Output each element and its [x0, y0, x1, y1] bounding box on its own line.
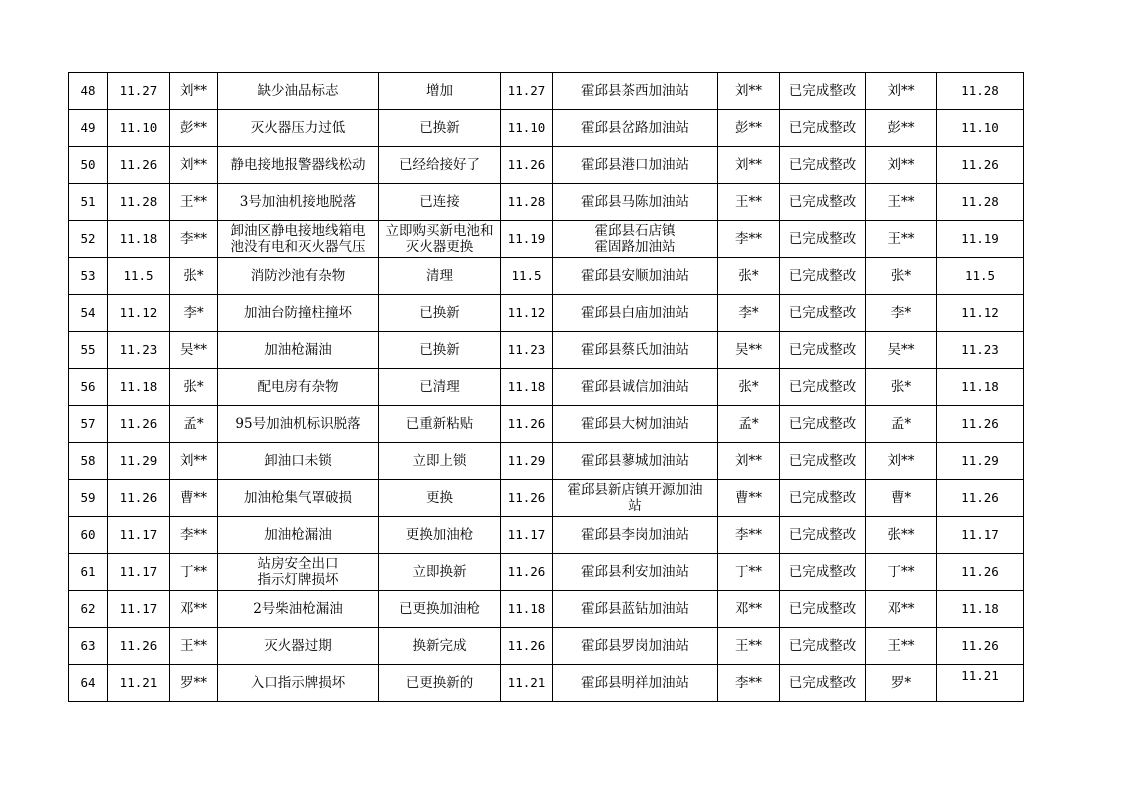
verified-date-cell: 11.28: [937, 73, 1024, 110]
verified-date-cell: 11.26: [937, 147, 1024, 184]
rectification-status-cell: 已完成整改: [780, 110, 866, 147]
corrective-action-cell: 立即购买新电池和 灭火器更换: [379, 221, 501, 258]
verifier-cell: 王**: [866, 221, 937, 258]
station-name-cell: 霍邱县大树加油站: [553, 406, 718, 443]
inspector-cell: 吴**: [170, 332, 218, 369]
verifier-cell: 曹*: [866, 480, 937, 517]
corrective-action-cell: 清理: [379, 258, 501, 295]
station-name-cell: 霍邱县白庙加油站: [553, 295, 718, 332]
verifier-cell: 邓**: [866, 591, 937, 628]
found-date-cell: 11.18: [108, 221, 170, 258]
station-name-cell: 霍邱县罗岗加油站: [553, 628, 718, 665]
action-date-cell: 11.26: [501, 147, 553, 184]
station-contact-cell: 彭**: [718, 110, 780, 147]
table-row: [69, 665, 1024, 702]
verified-date-cell: 11.5: [937, 258, 1024, 295]
action-date-cell: 11.18: [501, 369, 553, 406]
issue-description-cell: 加油枪漏油: [218, 332, 379, 369]
rectification-status-cell: 已完成整改: [780, 628, 866, 665]
verified-date-cell: 11.29: [937, 443, 1024, 480]
inspector-cell: 邓**: [170, 591, 218, 628]
rectification-status-cell: 已完成整改: [780, 665, 866, 702]
table-row: [69, 258, 1024, 295]
issue-description-cell: 3号加油机接地脱落: [218, 184, 379, 221]
inspector-cell: 孟*: [170, 406, 218, 443]
table-row: [69, 332, 1024, 369]
station-name-cell: 霍邱县李岗加油站: [553, 517, 718, 554]
corrective-action-cell: 更换加油枪: [379, 517, 501, 554]
rectification-status-cell: 已完成整改: [780, 406, 866, 443]
corrective-action-cell: 已换新: [379, 110, 501, 147]
found-date-cell: 11.21: [108, 665, 170, 702]
verifier-cell: 王**: [866, 184, 937, 221]
corrective-action-cell: 增加: [379, 73, 501, 110]
found-date-cell: 11.27: [108, 73, 170, 110]
rectification-status-cell: 已完成整改: [780, 517, 866, 554]
verified-date-cell: 11.26: [937, 554, 1024, 591]
station-contact-cell: 李*: [718, 295, 780, 332]
station-name-cell: 霍邱县马陈加油站: [553, 184, 718, 221]
station-contact-cell: 李**: [718, 221, 780, 258]
inspector-cell: 王**: [170, 184, 218, 221]
station-name-cell: 霍邱县安顺加油站: [553, 258, 718, 295]
found-date-cell: 11.18: [108, 369, 170, 406]
station-name-cell: 霍邱县利安加油站: [553, 554, 718, 591]
rectification-status-cell: 已完成整改: [780, 554, 866, 591]
station-contact-cell: 李**: [718, 665, 780, 702]
row-number-cell: 53: [69, 258, 108, 295]
verifier-cell: 丁**: [866, 554, 937, 591]
station-contact-cell: 孟*: [718, 406, 780, 443]
table-row: [69, 480, 1024, 517]
table-row: [69, 184, 1024, 221]
found-date-cell: 11.10: [108, 110, 170, 147]
rectification-status-cell: 已完成整改: [780, 184, 866, 221]
corrective-action-cell: 已更换新的: [379, 665, 501, 702]
rectification-status-cell: 已完成整改: [780, 480, 866, 517]
table-row: [69, 221, 1024, 258]
inspector-cell: 刘**: [170, 73, 218, 110]
table-row: [69, 147, 1024, 184]
table-row: [69, 628, 1024, 665]
verifier-cell: 刘**: [866, 73, 937, 110]
verifier-cell: 张*: [866, 369, 937, 406]
issue-description-cell: 站房安全出口 指示灯牌损坏: [218, 554, 379, 591]
inspector-cell: 李**: [170, 221, 218, 258]
table-row: [69, 554, 1024, 591]
station-contact-cell: 曹**: [718, 480, 780, 517]
station-contact-cell: 张*: [718, 258, 780, 295]
inspection-table: [68, 72, 1024, 702]
issue-description-cell: 95号加油机标识脱落: [218, 406, 379, 443]
rectification-status-cell: 已完成整改: [780, 147, 866, 184]
station-name-cell: 霍邱县茶西加油站: [553, 73, 718, 110]
row-number-cell: 57: [69, 406, 108, 443]
station-name-cell: 霍邱县港口加油站: [553, 147, 718, 184]
rectification-status-cell: 已完成整改: [780, 73, 866, 110]
issue-description-cell: 缺少油品标志: [218, 73, 379, 110]
action-date-cell: 11.21: [501, 665, 553, 702]
corrective-action-cell: 立即上锁: [379, 443, 501, 480]
issue-description-cell: 配电房有杂物: [218, 369, 379, 406]
action-date-cell: 11.5: [501, 258, 553, 295]
row-number-cell: 63: [69, 628, 108, 665]
issue-description-cell: 入口指示牌损坏: [218, 665, 379, 702]
verifier-cell: 刘**: [866, 147, 937, 184]
action-date-cell: 11.18: [501, 591, 553, 628]
station-name-cell: 霍邱县蔡氏加油站: [553, 332, 718, 369]
verified-date-cell: 11.26: [937, 406, 1024, 443]
inspector-cell: 王**: [170, 628, 218, 665]
row-number-cell: 58: [69, 443, 108, 480]
found-date-cell: 11.17: [108, 554, 170, 591]
found-date-cell: 11.26: [108, 406, 170, 443]
found-date-cell: 11.26: [108, 147, 170, 184]
inspector-cell: 罗**: [170, 665, 218, 702]
row-number-cell: 48: [69, 73, 108, 110]
verifier-cell: 罗*: [866, 665, 937, 702]
corrective-action-cell: 更换: [379, 480, 501, 517]
verifier-cell: 李*: [866, 295, 937, 332]
issue-description-cell: 加油台防撞柱撞坏: [218, 295, 379, 332]
table-row: [69, 591, 1024, 628]
found-date-cell: 11.23: [108, 332, 170, 369]
issue-description-cell: 卸油口未锁: [218, 443, 379, 480]
verifier-cell: 张**: [866, 517, 937, 554]
station-contact-cell: 邓**: [718, 591, 780, 628]
table-row: [69, 406, 1024, 443]
issue-description-cell: 静电接地报警器线松动: [218, 147, 379, 184]
verifier-cell: 张*: [866, 258, 937, 295]
inspector-cell: 张*: [170, 258, 218, 295]
corrective-action-cell: 已换新: [379, 295, 501, 332]
issue-description-cell: 加油枪漏油: [218, 517, 379, 554]
table-row: [69, 443, 1024, 480]
action-date-cell: 11.27: [501, 73, 553, 110]
inspector-cell: 李*: [170, 295, 218, 332]
rectification-status-cell: 已完成整改: [780, 332, 866, 369]
action-date-cell: 11.23: [501, 332, 553, 369]
action-date-cell: 11.19: [501, 221, 553, 258]
verifier-cell: 刘**: [866, 443, 937, 480]
station-contact-cell: 丁**: [718, 554, 780, 591]
found-date-cell: 11.17: [108, 517, 170, 554]
station-name-cell: 霍邱县石店镇 霍固路加油站: [553, 221, 718, 258]
row-number-cell: 50: [69, 147, 108, 184]
action-date-cell: 11.12: [501, 295, 553, 332]
issue-description-cell: 消防沙池有杂物: [218, 258, 379, 295]
inspector-cell: 曹**: [170, 480, 218, 517]
found-date-cell: 11.5: [108, 258, 170, 295]
issue-description-cell: 加油枪集气罩破损: [218, 480, 379, 517]
row-number-cell: 55: [69, 332, 108, 369]
station-name-cell: 霍邱县新店镇开源加油 站: [553, 480, 718, 517]
row-number-cell: 51: [69, 184, 108, 221]
verifier-cell: 孟*: [866, 406, 937, 443]
station-contact-cell: 李**: [718, 517, 780, 554]
station-contact-cell: 刘**: [718, 147, 780, 184]
found-date-cell: 11.28: [108, 184, 170, 221]
station-name-cell: 霍邱县蓼城加油站: [553, 443, 718, 480]
corrective-action-cell: 换新完成: [379, 628, 501, 665]
table-row: [69, 517, 1024, 554]
found-date-cell: 11.29: [108, 443, 170, 480]
inspector-cell: 刘**: [170, 443, 218, 480]
station-name-cell: 霍邱县诚信加油站: [553, 369, 718, 406]
station-contact-cell: 吴**: [718, 332, 780, 369]
inspector-cell: 彭**: [170, 110, 218, 147]
rectification-status-cell: 已完成整改: [780, 443, 866, 480]
table-row: [69, 73, 1024, 110]
inspector-cell: 张*: [170, 369, 218, 406]
row-number-cell: 64: [69, 665, 108, 702]
row-number-cell: 54: [69, 295, 108, 332]
row-number-cell: 60: [69, 517, 108, 554]
found-date-cell: 11.26: [108, 628, 170, 665]
station-contact-cell: 张*: [718, 369, 780, 406]
found-date-cell: 11.17: [108, 591, 170, 628]
table-row: [69, 369, 1024, 406]
row-number-cell: 56: [69, 369, 108, 406]
rectification-status-cell: 已完成整改: [780, 221, 866, 258]
row-number-cell: 52: [69, 221, 108, 258]
row-number-cell: 62: [69, 591, 108, 628]
table-body: [69, 73, 1024, 702]
verifier-cell: 王**: [866, 628, 937, 665]
rectification-status-cell: 已完成整改: [780, 295, 866, 332]
row-number-cell: 49: [69, 110, 108, 147]
action-date-cell: 11.26: [501, 628, 553, 665]
corrective-action-cell: 已经给接好了: [379, 147, 501, 184]
station-contact-cell: 王**: [718, 184, 780, 221]
verified-date-cell: 11.17: [937, 517, 1024, 554]
corrective-action-cell: 已连接: [379, 184, 501, 221]
found-date-cell: 11.12: [108, 295, 170, 332]
verified-date-cell: 11.19: [937, 221, 1024, 258]
row-number-cell: 59: [69, 480, 108, 517]
inspector-cell: 李**: [170, 517, 218, 554]
action-date-cell: 11.26: [501, 406, 553, 443]
issue-description-cell: 2号柴油枪漏油: [218, 591, 379, 628]
verifier-cell: 彭**: [866, 110, 937, 147]
station-name-cell: 霍邱县明祥加油站: [553, 665, 718, 702]
action-date-cell: 11.10: [501, 110, 553, 147]
rectification-status-cell: 已完成整改: [780, 369, 866, 406]
station-contact-cell: 刘**: [718, 443, 780, 480]
corrective-action-cell: 立即换新: [379, 554, 501, 591]
station-contact-cell: 王**: [718, 628, 780, 665]
corrective-action-cell: 已更换加油枪: [379, 591, 501, 628]
station-name-cell: 霍邱县岔路加油站: [553, 110, 718, 147]
action-date-cell: 11.26: [501, 554, 553, 591]
rectification-status-cell: 已完成整改: [780, 591, 866, 628]
action-date-cell: 11.26: [501, 480, 553, 517]
table-row: [69, 110, 1024, 147]
station-name-cell: 霍邱县蓝钻加油站: [553, 591, 718, 628]
verifier-cell: 吴**: [866, 332, 937, 369]
inspector-cell: 丁**: [170, 554, 218, 591]
verified-date-cell: 11.10: [937, 110, 1024, 147]
station-contact-cell: 刘**: [718, 73, 780, 110]
verified-date-cell: 11.23: [937, 332, 1024, 369]
found-date-cell: 11.26: [108, 480, 170, 517]
action-date-cell: 11.29: [501, 443, 553, 480]
verified-date-cell: 11.21: [937, 665, 1024, 702]
issue-description-cell: 灭火器压力过低: [218, 110, 379, 147]
issue-description-cell: 灭火器过期: [218, 628, 379, 665]
rectification-status-cell: 已完成整改: [780, 258, 866, 295]
verified-date-cell: 11.28: [937, 184, 1024, 221]
corrective-action-cell: 已换新: [379, 332, 501, 369]
issue-description-cell: 卸油区静电接地线箱电 池没有电和灭火器气压: [218, 221, 379, 258]
verified-date-cell: 11.26: [937, 480, 1024, 517]
action-date-cell: 11.17: [501, 517, 553, 554]
corrective-action-cell: 已重新粘贴: [379, 406, 501, 443]
verified-date-cell: 11.18: [937, 591, 1024, 628]
inspector-cell: 刘**: [170, 147, 218, 184]
verified-date-cell: 11.18: [937, 369, 1024, 406]
table-row: [69, 295, 1024, 332]
verified-date-cell: 11.12: [937, 295, 1024, 332]
row-number-cell: 61: [69, 554, 108, 591]
corrective-action-cell: 已清理: [379, 369, 501, 406]
action-date-cell: 11.28: [501, 184, 553, 221]
verified-date-cell: 11.26: [937, 628, 1024, 665]
